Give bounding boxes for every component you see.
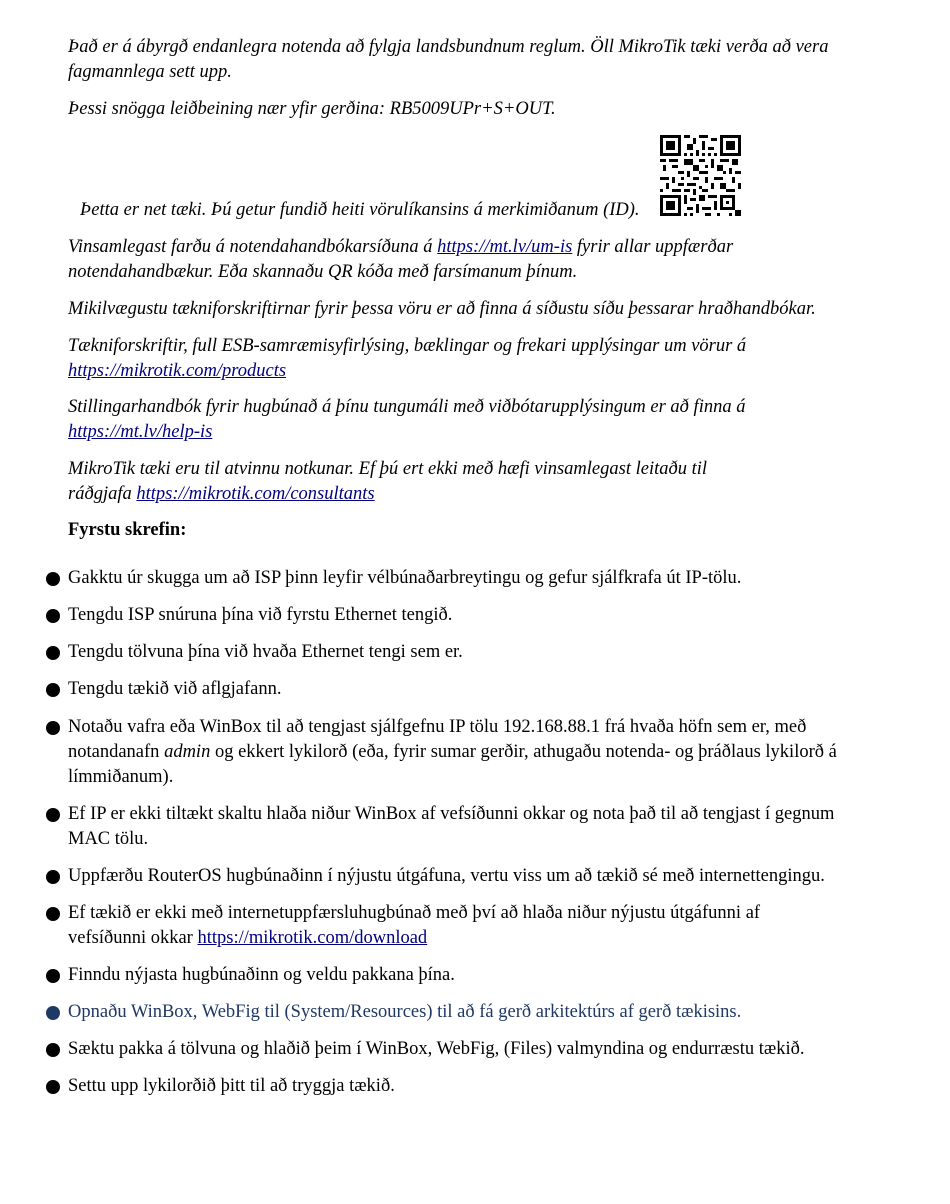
bullet-icon	[46, 609, 60, 623]
specs-location-note: Mikilvægustu tækniforskriftirnar fyrir þessa vöru er að finna á síðustu síðu þessarar hraðhandbókar.	[68, 299, 816, 319]
bullet-icon	[46, 1080, 60, 1094]
help-note	[68, 395, 768, 445]
list-item	[68, 715, 868, 790]
step-text: Ef IP er ekki tiltækt skaltu hlaða niður WinBox af vefsíðunni okkar og nota það til að tengjast í gegnum MAC tölu.	[68, 804, 835, 849]
step-text: Opnaðu WinBox, WebFig til (System/Resources) til að fá gerð arkitektúrs af gerð tækisins.	[68, 1002, 742, 1022]
list-item	[68, 802, 868, 852]
list-item	[68, 677, 868, 702]
bullet-icon	[46, 646, 60, 660]
first-steps-heading: Fyrstu skrefin:	[68, 520, 187, 540]
help-note-text: Stillingarhandbók fyrir hugbúnað á þínu tungumáli með viðbótarupplýsingum er að finna á	[68, 397, 746, 417]
list-item	[68, 566, 868, 591]
list-item	[68, 1074, 868, 1099]
step-text: Ef tækið er ekki með internetuppfærsluhugbúnað með því að hlaða niður nýjustu útgáfunni af vefsíðunni okkar	[68, 903, 761, 948]
list-item	[68, 603, 868, 628]
consultants-note	[68, 457, 748, 507]
step-text-end: og ekkert lykilorð (eða, fyrir sumar gerðir, athugaðu notenda- og þráðlaus lykilorð á límmiðanum).	[68, 742, 837, 787]
step-text: Sæktu pakka á tölvuna og hlaðið þeim í WinBox, WebFig, (Files) valmyndina og endurræstu tækið.	[68, 1039, 805, 1059]
bullet-icon	[46, 870, 60, 884]
list-item	[68, 640, 868, 665]
bullet-icon	[46, 572, 60, 586]
step-text: Tengdu ISP snúruna þína við fyrstu Ethernet tengið.	[68, 605, 453, 625]
step-text: Tengdu tölvuna þína við hvaða Ethernet tengi sem er.	[68, 642, 463, 662]
list-item	[68, 1037, 868, 1062]
step-text: Gakktu úr skugga um að ISP þinn leyfir vélbúnaðarbreytingu og gefur sjálfkrafa út IP-tölu.	[68, 568, 742, 588]
bullet-icon	[46, 1006, 60, 1020]
manual-page-note	[68, 235, 868, 285]
manual-note-text-end: fyrir allar uppfærðar notendahandbækur. Eða skannaðu QR kóða með farsímanum þínum.	[68, 237, 734, 282]
list-item	[68, 1000, 868, 1025]
products-note-text: Tækniforskriftir, full ESB-samræmisyfirlýsing, bæklingar og frekari upplýsingar um vörur á	[68, 336, 747, 356]
bullet-icon	[46, 808, 60, 822]
step-text: Finndu nýjasta hugbúnaðinn og veldu pakkana þína.	[68, 965, 455, 985]
bullet-icon	[46, 907, 60, 921]
manual-link[interactable]: https://mt.lv/um-is	[437, 237, 573, 257]
consultants-link[interactable]: https://mikrotik.com/consultants	[136, 484, 375, 504]
list-item	[68, 864, 868, 889]
bullet-icon	[46, 1043, 60, 1057]
manual-note-text: Vinsamlegast farðu á notendahandbókarsíðuna á	[68, 237, 433, 257]
consultants-note-text: MikroTik tæki eru til atvinnu notkunar. Ef þú ert ekki með hæfi vinsamlegast leitaðu til ráðgjafa	[68, 459, 708, 504]
bullet-icon	[46, 721, 60, 735]
list-item	[68, 901, 808, 951]
list-item	[68, 963, 868, 988]
step-text: Notaðu vafra eða WinBox til að tengjast sjálfgefnu IP tölu 192.168.88.1 frá hvaða höfn sem er, með notandanafn	[68, 717, 807, 762]
help-link[interactable]: https://mt.lv/help-is	[68, 422, 213, 442]
download-link[interactable]: https://mikrotik.com/download	[197, 928, 428, 948]
bullet-icon	[46, 969, 60, 983]
step-text: Uppfærðu RouterOS hugbúnaðinn í nýjustu útgáfuna, vertu viss um að tækið sé með internettengingu.	[68, 866, 825, 886]
model-coverage-note: Þessi snögga leiðbeining nær yfir gerðina: RB5009UPr+S+OUT.	[68, 99, 556, 119]
products-link[interactable]: https://mikrotik.com/products	[68, 361, 287, 381]
username-text: admin	[164, 742, 211, 762]
compliance-note: Það er á ábyrgð endanlegra notenda að fylgja landsbundnum reglum. Öll MikroTik tæki verða að vera fagmannlega sett upp.	[68, 37, 829, 82]
bullet-icon	[46, 683, 60, 697]
device-label-note: Þetta er net tæki. Þú getur fundið heiti vörulíkansins á merkimiðanum (ID).	[80, 200, 640, 220]
step-text: Settu upp lykilorðið þitt til að tryggja tækið.	[68, 1076, 395, 1096]
products-note	[68, 334, 768, 384]
step-text: Tengdu tækið við aflgjafann.	[68, 679, 282, 699]
